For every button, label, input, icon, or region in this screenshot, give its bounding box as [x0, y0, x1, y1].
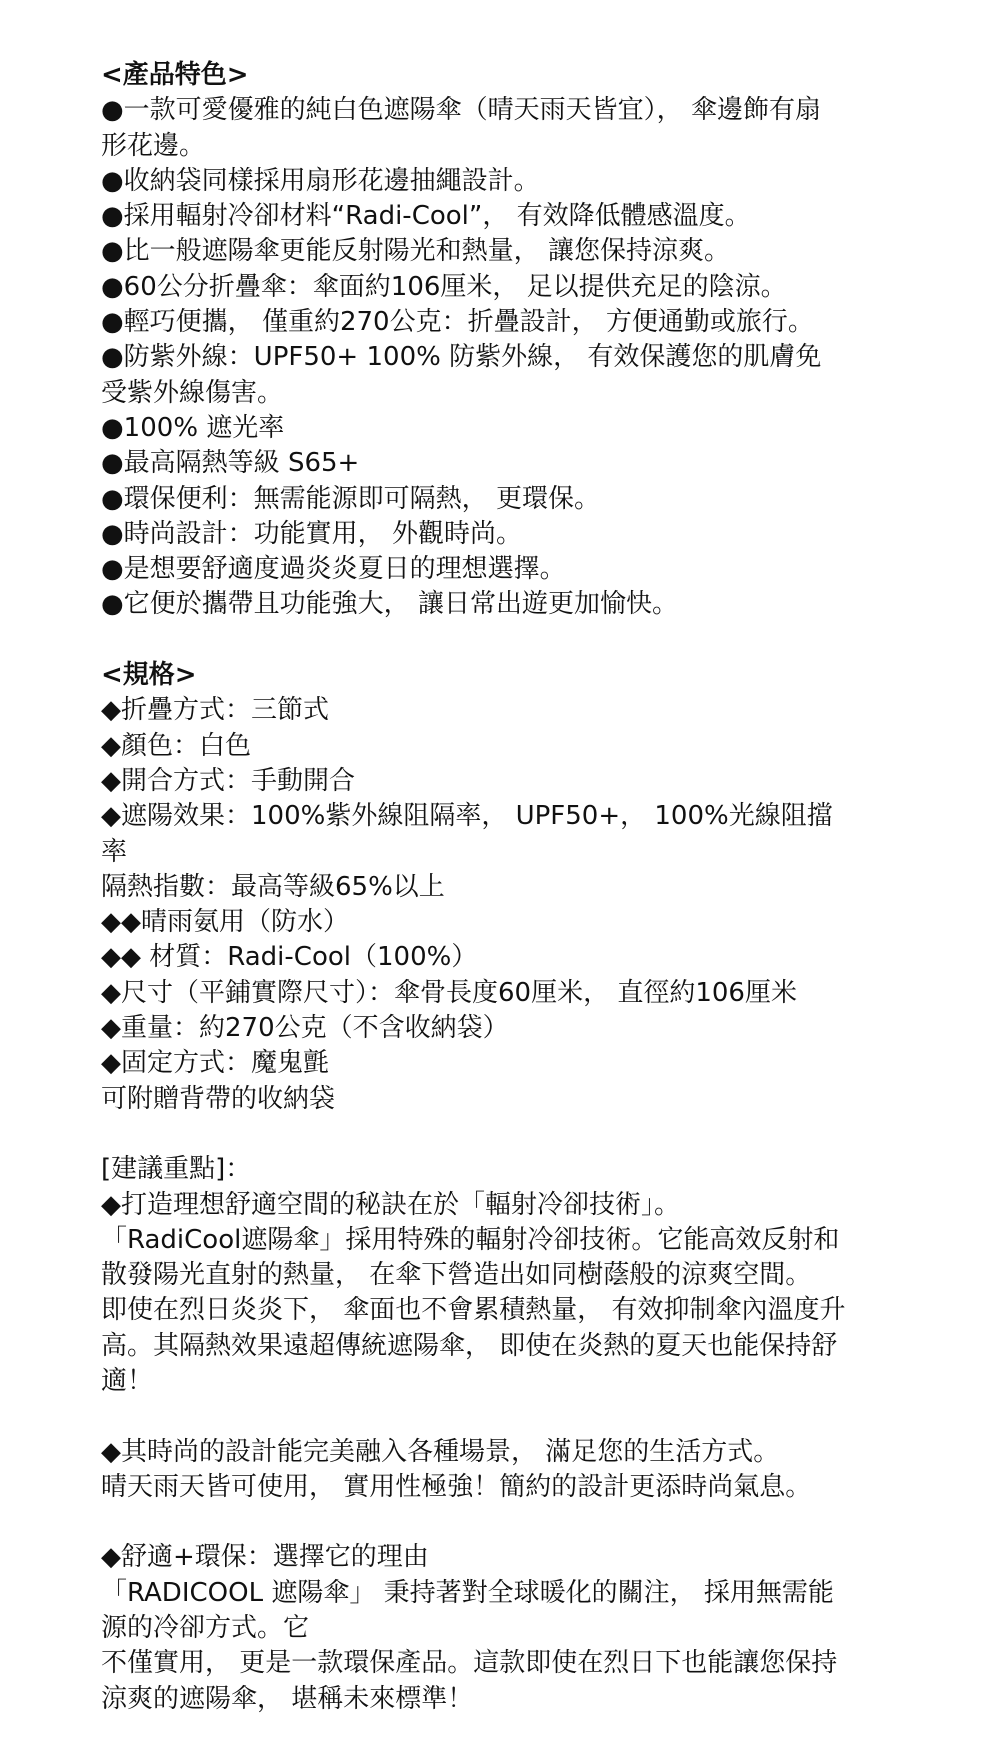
suggestions-line: 適！ [101, 1365, 154, 1396]
features-line: ●防紫外線：UPF50+ 100% 防紫外線， 有效保護您的肌膚免 [101, 342, 822, 373]
features-line: ●收納袋同樣採用扇形花邊抽繩設計。 [101, 165, 540, 196]
suggestions-line: 高。其隔熱效果遠超傳統遮陽傘， 即使在炎熱的夏天也能保持舒 [101, 1330, 838, 1361]
features-line: ●60公分折疊傘：傘面約106厘米， 足以提供充足的陰涼。 [101, 271, 787, 302]
section-gap [101, 1117, 931, 1152]
suggestions-line: 「RADICOOL 遮陽傘」 秉持著對全球暖化的關注， 採用無需能 [101, 1577, 834, 1608]
suggestions-line: ◆其時尚的設計能完美融入各種場景， 滿足您的生活方式。 [101, 1436, 780, 1467]
features-line: ●輕巧便攜， 僅重約270公克：折疊設計， 方便通勤或旅行。 [101, 307, 814, 338]
suggestions-line: 「RadiCool遮陽傘」採用特殊的輻射冷卻技術。它能高效反射和 [101, 1224, 840, 1255]
features-line: 受紫外線傷害。 [101, 377, 284, 408]
specs-line: ◆遮陽效果：100%紫外線阻隔率， UPF50+， 100%光線阻擋 [101, 801, 833, 832]
specs-line: ◆固定方式：魔鬼氈 [101, 1048, 329, 1079]
specs-line: ◆◆ 材質：Radi-Cool（100%） [101, 942, 478, 973]
suggestions-line: 晴天雨天皆可使用， 實用性極強！簡約的設計更添時尚氣息。 [101, 1471, 812, 1502]
specs-line: 可附贈背帶的收納袋 [101, 1083, 336, 1114]
suggestions-line: ◆打造理想舒適空間的秘訣在於「輻射冷卻技術」。 [101, 1189, 680, 1220]
specs-line: 率 [101, 836, 128, 867]
features-line: ●一款可愛優雅的純白色遮陽傘（晴天雨天皆宜）， 傘邊飾有扇 [101, 95, 821, 126]
features-line: ●比一般遮陽傘更能反射陽光和熱量， 讓您保持涼爽。 [101, 236, 730, 267]
suggestions-line: 散發陽光直射的熱量， 在傘下營造出如同樹蔭般的涼爽空間。 [101, 1260, 812, 1291]
specs-line: ◆開合方式：手動開合 [101, 765, 355, 796]
product-description [101, 58, 931, 1717]
features-line: 形花邊。 [101, 130, 206, 161]
specs-line: ◆折疊方式：三節式 [101, 695, 329, 726]
paragraph-gap [101, 1399, 931, 1434]
specs-line: 隔熱指數：最高等級65%以上 [101, 871, 445, 902]
features-line: ●環保便利：無需能源即可隔熱， 更環保。 [101, 483, 600, 514]
features-line: ●採用輻射冷卻材料“Radi-Cool”， 有效降低體感溫度。 [101, 201, 751, 232]
suggestions-line: 即使在烈日炎炎下， 傘面也不會累積熱量， 有效抑制傘內溫度升 [101, 1295, 846, 1326]
suggestions-line: 涼爽的遮陽傘， 堪稱未來標準！ [101, 1683, 474, 1714]
features-line: ●最高隔熱等級 S65+ [101, 448, 360, 479]
suggestions-line: 不僅實用， 更是一款環保產品。這款即使在烈日下也能讓您保持 [101, 1648, 838, 1679]
features-line: ●它便於攜帶且功能強大， 讓日常出遊更加愉快。 [101, 589, 678, 620]
specs-heading: <規格> [101, 660, 197, 691]
suggestions-line: 源的冷卻方式。它 [101, 1613, 310, 1644]
specs-line: ◆尺寸（平鋪實際尺寸）：傘骨長度60厘米， 直徑約106厘米 [101, 977, 797, 1008]
features-line: ●是想要舒適度過炎炎夏日的理想選擇。 [101, 554, 566, 585]
suggestions-heading: [建議重點]： [101, 1154, 252, 1185]
specs-line: ◆重量：約270公克（不含收納袋） [101, 1013, 509, 1044]
section-gap [101, 623, 931, 658]
features-line: ●100% 遮光率 [101, 412, 285, 443]
specs-line: ◆顏色：白色 [101, 730, 251, 761]
paragraph-gap [101, 1505, 931, 1540]
specs-line: ◆◆晴雨氨用（防水） [101, 907, 349, 938]
features-line: ●時尚設計：功能實用， 外觀時尚。 [101, 518, 522, 549]
features-heading: <產品特色> [101, 60, 249, 90]
suggestions-line: ◆舒適+環保：選擇它的理由 [101, 1542, 429, 1573]
